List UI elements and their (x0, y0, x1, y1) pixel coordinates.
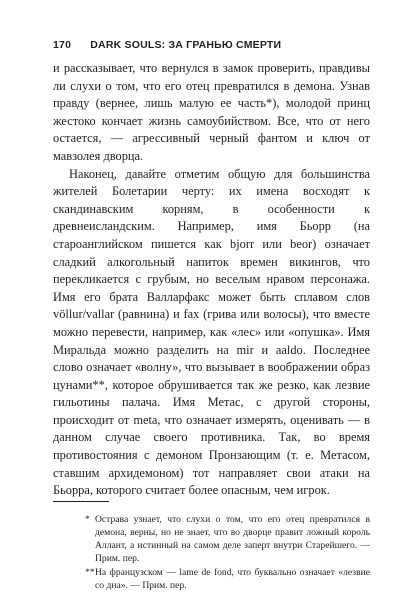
footnote-rule (53, 501, 109, 502)
footnote-2 (53, 566, 370, 592)
footnote-text: На французском — lame de fond, что буквально означает «лезвие со дна». — Прим. пер. (95, 567, 370, 591)
running-title: DARK SOULS: ЗА ГРАНЬЮ СМЕРТИ (90, 39, 282, 51)
footnotes (53, 513, 370, 592)
paragraph-continued: и рассказывает, что вернулся в замок проверить, правдивы ли слухи о том, что его отец превратился в демона. Узнав правду (вернее, лишь малую ее часть*), молодой принц жестоко кончает жизнь самоубийством. Все, что от него остается, — агрессивный черный фантом и ключ от мавзолея дворца. (53, 61, 370, 163)
footnote-mark: * (85, 514, 90, 525)
footnote-1 (53, 513, 370, 565)
main-text (53, 60, 370, 500)
footnote-mark: ** (85, 567, 95, 578)
page-number: 170 (53, 39, 72, 51)
footnote-text: Острава узнает, что слухи о том, что его отец превратился в демона, верны, но не знает, что во дворце правит ложный король Аллант, а истинный на самом деле заперт внутри Старейшего. — Прим. пер. (95, 514, 370, 564)
running-header (53, 39, 281, 51)
paragraph-names: Наконец, давайте отметим общую для большинства жителей Болетарии черту: их имена восходят к скандинавским корням, в особенности к древнеисландским. Например, имя Бьорр (на староанглийском пишется как bjorr или beor) означает сладкий алкогольный напиток времен викингов, что перекликается с грубым, но веселым нравом персонажа. Имя его брата Валларфакс может быть сплавом слов völlur/vallar (равнина) и fax (грива или волосы), что вместе можно перевести, например, как «лес» или «опушка». Имя Миральда можно разделить на mir и aaldo. Последнее слово означает «волну», что вызывает в воображении образ цунами**, которое обрушивается так же резко, как лезвие гильотины палача. Имя Метас, с другой стороны, происходит от meta, что означает измерять, оценивать — в данном случае своего противника. Так, во время противостояния с демоном Пронзающим (т. е. Метасом, ставшим архидемоном) тот направляет свои атаки на Бьорра, которого считает более опасным, чем игрок. (53, 166, 370, 498)
